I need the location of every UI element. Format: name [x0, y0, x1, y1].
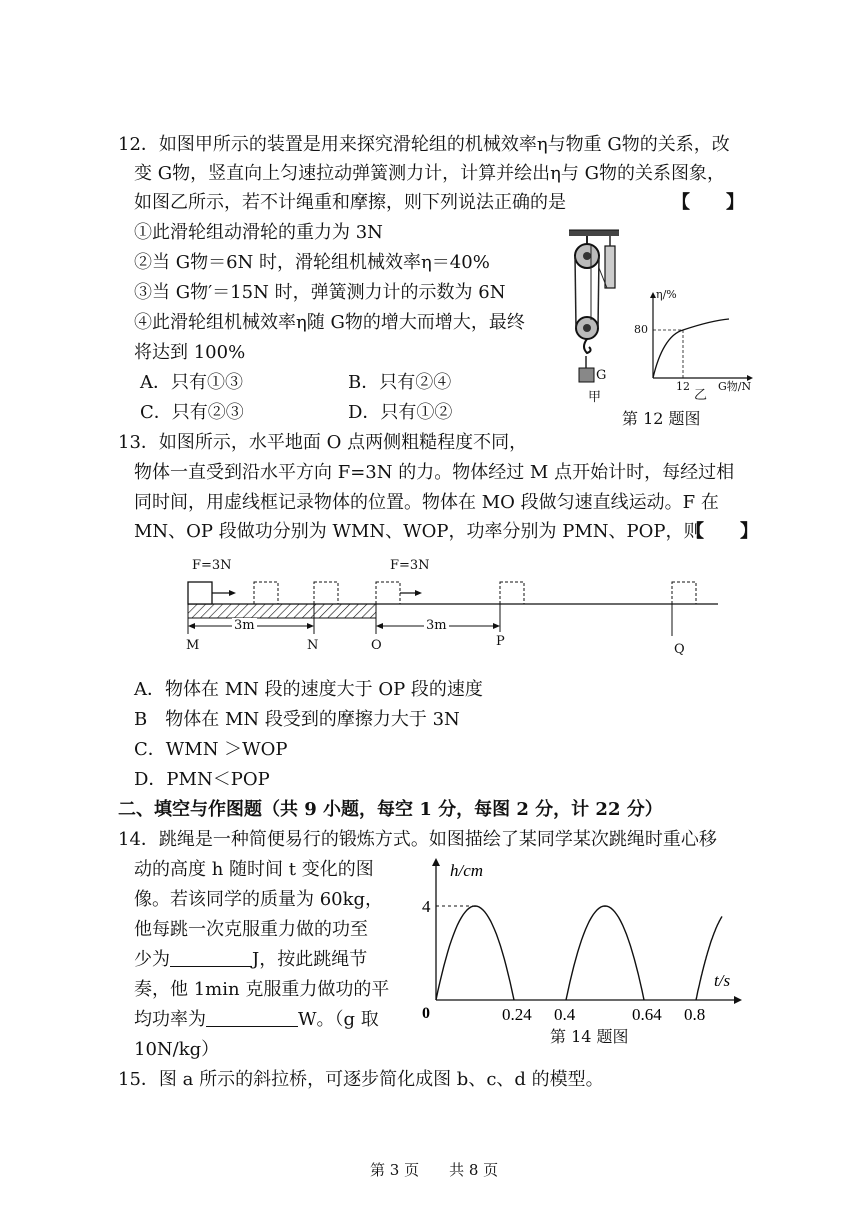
q14-line-1: 14．跳绳是一种简便易行的锻炼方式。如图描绘了某同学某次跳绳时重心移: [118, 829, 717, 850]
page-footer: 第 3 页 共 8 页: [370, 1161, 499, 1179]
q14-line-2: 动的高度 h 随时间 t 变化的图: [134, 859, 374, 880]
q14-line-7: [134, 1006, 379, 1034]
q12-efficiency-graph: [645, 292, 755, 382]
q14-figure-caption: 第 14 题图: [550, 1027, 629, 1046]
q13-stem-line-1: 13．如图所示，水平地面 O 点两侧粗糙程度不同，: [118, 432, 528, 453]
q12-option-c: C．只有②③: [140, 402, 244, 423]
q14-blank-work[interactable]: [170, 948, 252, 967]
q13-answer-bracket: 【 】: [686, 521, 758, 542]
x-tick-label: 0.64: [632, 1005, 662, 1024]
x-axis-arrow: [734, 996, 742, 1004]
q12-stem-line-1: 12．如图甲所示的装置是用来探究滑轮组的机械效率η与物重 G物的关系，改: [118, 134, 730, 155]
q13-force-label-1: F=3N: [192, 558, 232, 573]
q12-label-yi: 乙: [694, 388, 708, 403]
object-position-dashed: [254, 582, 278, 604]
object-block: [188, 582, 212, 604]
q13-point-q: Q: [674, 642, 685, 657]
q13-point-o: O: [371, 638, 382, 653]
q14-line-7-prefix: 均功率为: [134, 1009, 206, 1030]
q13-motion-diagram: [180, 570, 725, 650]
x-axis-label: t/s: [714, 971, 731, 990]
q12-label-jia: 甲: [588, 390, 602, 405]
object-position-dashed: [500, 582, 524, 604]
q13-stem-line-4: MN、OP 段做功分别为 WMN、WOP，功率分别为 PMN、POP，则: [134, 521, 702, 542]
q13-point-m: M: [186, 638, 200, 653]
q14-blank-power[interactable]: [206, 1008, 298, 1027]
q13-point-p: P: [496, 634, 505, 649]
q14-line-5-suffix: J，按此跳绳节: [252, 949, 368, 970]
q13-distance-mn: 3m: [234, 618, 255, 633]
q12-graph-y-tick: 80: [634, 323, 648, 336]
q14-line-6: 奏，他 1min 克服重力做功的平: [134, 979, 390, 1000]
q13-option-c: C．WMN ＞WOP: [134, 739, 288, 760]
object-position-dashed: [314, 582, 338, 604]
section-2-heading: 二、填空与作图题（共 9 小题，每空 1 分，每图 2 分，计 22 分）: [118, 799, 663, 820]
y-axis-arrow: [432, 858, 440, 866]
q12-statement-4-cont: 将达到 100%: [134, 342, 246, 363]
q12-statement-2: ②当 G物＝6N 时，滑轮组机械效率η＝40%: [134, 252, 490, 273]
ceiling-beam: [569, 230, 619, 236]
q12-statement-1: ①此滑轮组动滑轮的重力为 3N: [134, 222, 383, 243]
x-tick-label: 0.4: [554, 1005, 576, 1024]
q15-stem: 15．图 a 所示的斜拉桥，可逐步简化成图 b、c、d 的模型。: [118, 1069, 604, 1090]
q12-pulley-figure: [555, 228, 635, 408]
y-tick-label: 4: [422, 897, 431, 916]
height-curve: [566, 906, 644, 1000]
q14-line-5-prefix: 少为: [134, 949, 170, 970]
weight-block-icon: [579, 368, 594, 382]
origin-label: 0: [422, 1005, 430, 1022]
spring-scale-icon: [605, 246, 615, 288]
q13-stem-line-2: 物体一直受到沿水平方向 F=3N 的力。物体经过 M 点开始计时，每经过相: [134, 462, 735, 483]
q12-option-d: D．只有①②: [348, 402, 453, 423]
q14-line-5: [134, 946, 367, 974]
q13-distance-op: 3m: [426, 618, 447, 633]
q12-answer-bracket: 【 】: [672, 192, 744, 213]
q13-stem-line-3: 同时间，用虚线框记录物体的位置。物体在 MO 段做匀速直线运动。F 在: [134, 492, 719, 513]
q13-option-d: D．PMN＜POP: [134, 769, 270, 790]
x-tick-label: 0.24: [502, 1005, 532, 1024]
q13-point-n: N: [307, 638, 319, 653]
q14-line-3: 像。若该同学的质量为 60kg，: [134, 889, 384, 910]
q12-statement-4: ④此滑轮组机械效率η随 G物的增大而增大，最终: [134, 312, 525, 333]
y-axis-label: h/cm: [450, 861, 484, 880]
x-tick-label: 0.8: [684, 1005, 706, 1024]
q14-line-8: 10N/kg）: [134, 1039, 220, 1060]
q14-height-time-chart: [424, 852, 754, 1024]
object-position-dashed: [376, 582, 400, 604]
q12-statement-3: ③当 G物′＝15N 时，弹簧测力计的示数为 6N: [134, 282, 506, 303]
rough-surface: [188, 604, 376, 618]
q12-graph-y-axis-label: η/%: [656, 288, 677, 301]
q12-option-a: A．只有①③: [140, 372, 243, 393]
object-position-dashed: [672, 582, 696, 604]
efficiency-curve: [653, 319, 729, 378]
q12-graph-x-tick: 12: [676, 380, 690, 393]
q12-stem-line-3: 如图乙所示，若不计绳重和摩擦，则下列说法正确的是: [134, 192, 566, 213]
q12-graph-x-axis-label: G物/N: [718, 380, 752, 393]
q13-option-a: A．物体在 MN 段的速度大于 OP 段的速度: [134, 679, 483, 700]
q14-line-7-suffix: W。（g 取: [298, 1009, 379, 1030]
q12-stem-line-2: 变 G物，竖直向上匀速拉动弹簧测力计，计算并绘出η与 G物的关系图象，: [134, 163, 725, 184]
q14-line-4: 他每跳一次克服重力做的功至: [134, 919, 368, 940]
q12-figure-caption: 第 12 题图: [622, 409, 701, 428]
q13-force-label-2: F=3N: [390, 558, 430, 573]
q12-label-g: G: [596, 368, 607, 383]
q13-option-b: B 物体在 MN 段受到的摩擦力大于 3N: [134, 709, 460, 730]
q12-option-b: B．只有②④: [348, 372, 452, 393]
height-curve: [436, 906, 514, 1000]
hook-icon: [584, 339, 591, 353]
